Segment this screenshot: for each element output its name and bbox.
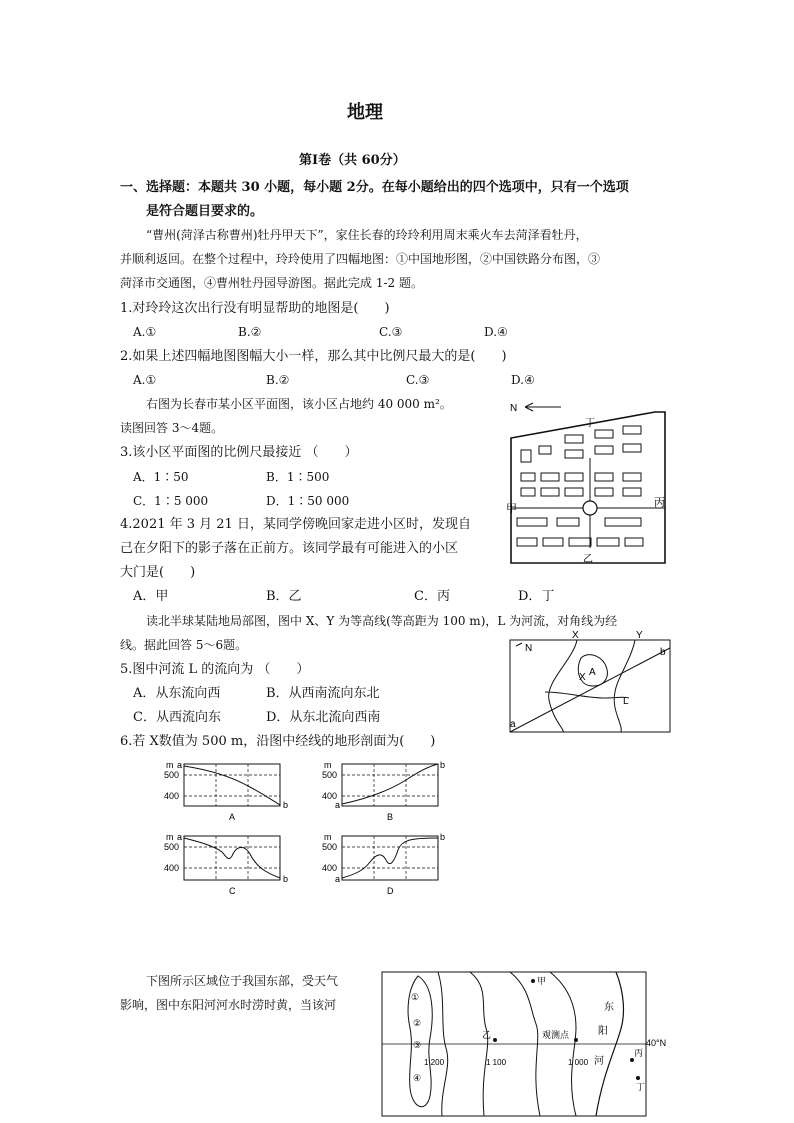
profile-caption-a: A xyxy=(229,812,236,822)
passage2-line: 读图回答 3～4题。 xyxy=(120,421,224,435)
q2-stem: 2.如果上述四幅地图图幅大小一样，那么其中比例尺最大的是( ) xyxy=(120,349,507,364)
profile-tick: 400 xyxy=(164,863,180,873)
contour-value-1000: 1 000 xyxy=(568,1058,589,1067)
river-l xyxy=(545,692,629,698)
profile-chart-b xyxy=(322,760,445,822)
section-header: 第Ⅰ卷（共 60分） xyxy=(299,153,406,168)
q3-option: A．1∶50 xyxy=(133,470,189,484)
profile-start-a: a xyxy=(335,874,341,884)
profile-tick: 500 xyxy=(164,842,180,852)
label-observation: 观测点 xyxy=(542,1030,570,1040)
q4-stem-line: 4.2021 年 3 月 21 日，某同学傍晚回家走进小区时，发现自 xyxy=(120,517,471,532)
profile-tick: 500 xyxy=(322,842,338,852)
q4-option: A．甲 xyxy=(133,589,169,604)
q4-stem-line: 大门是( ) xyxy=(120,565,196,580)
passage3-line: 读北半球某陆地局部图，图中 X、Y 为等高线(等高距为 100 m)，L 为河流，对角线为经 xyxy=(146,614,618,628)
profile-chart-c xyxy=(164,832,288,896)
profile-end-b: b xyxy=(283,800,289,810)
q1-option: D.④ xyxy=(484,325,508,339)
profile-charts xyxy=(160,758,460,900)
point-ding xyxy=(636,1076,640,1080)
label-bing: 丙 xyxy=(634,1048,644,1058)
profile-end-b: b xyxy=(440,760,446,770)
contour-label-y: Y xyxy=(636,630,643,641)
q5-option: A．从东流向西 xyxy=(133,686,221,701)
q5-option: C．从西流向东 xyxy=(133,710,221,725)
profile-curve-c xyxy=(184,838,280,878)
profile-end-b: b xyxy=(440,832,446,842)
q3-option: B．1∶500 xyxy=(266,470,330,484)
passage2-line: 右图为长春市某小区平面图，该小区占地约 40 000 m²。 xyxy=(146,397,452,411)
q5-option: D．从东北流向西南 xyxy=(266,710,381,725)
point-jia xyxy=(531,979,535,983)
contour-map xyxy=(505,630,673,736)
building-blocks xyxy=(517,426,643,546)
north-pointer xyxy=(516,643,522,646)
contour-x-line xyxy=(549,640,577,732)
contour-label-x-inner: X xyxy=(579,672,586,683)
profile-chart-d xyxy=(322,832,445,896)
q4-option: C．丙 xyxy=(414,589,450,604)
profile-curve-a xyxy=(184,766,280,805)
part1-heading-line2: 是符合题目要求的。 xyxy=(146,204,264,219)
region-map xyxy=(380,968,680,1120)
roundabout xyxy=(583,501,597,515)
label-yi: 乙 xyxy=(482,1030,492,1040)
north-label: N xyxy=(510,403,518,414)
passage4-line: 影响，图中东阳河河水时涝时黄，当该河 xyxy=(120,998,337,1012)
profile-curve-d xyxy=(342,838,438,878)
q1-option: B.② xyxy=(238,325,262,339)
profile-unit: m xyxy=(166,832,174,842)
q2-option: C.③ xyxy=(406,373,430,387)
passage3-line: 线。据此回答 5～6题。 xyxy=(120,638,248,652)
label-ding: 丁 xyxy=(636,1082,646,1092)
q2-option: D.④ xyxy=(511,373,535,387)
q4-option: B．乙 xyxy=(266,589,302,604)
part1-heading-line1: 一、选择题：本题共 30 小题，每小题 2分。在每小题给出的四个选项中，只有一个选项 xyxy=(120,180,629,195)
gate-ding-label: 丁 xyxy=(585,418,595,429)
point-yi xyxy=(493,1038,497,1042)
point-bing xyxy=(630,1058,634,1062)
label-circle-2: ② xyxy=(413,1018,422,1028)
passage1-line: 菏泽市交通图，④曹州牡丹园导游图。据此完成 1-2 题。 xyxy=(120,276,423,290)
label-dong: 东 xyxy=(604,1002,614,1013)
profile-end-b: b xyxy=(283,874,289,884)
profile-start-a: a xyxy=(335,800,341,810)
river-label-l: L xyxy=(623,696,629,707)
contour-label-b: b xyxy=(660,647,666,658)
contour-label-peak-a: A xyxy=(589,667,596,678)
q2-option: A.① xyxy=(133,373,157,387)
q4-option: D．丁 xyxy=(518,589,555,604)
gate-yi-label: 乙 xyxy=(583,554,593,565)
label-circle-1: ① xyxy=(411,992,420,1002)
contour-label-a: a xyxy=(510,719,516,730)
profile-start-a: a xyxy=(177,832,183,842)
passage1-line: 并顺利返回。在整个过程中，玲玲使用了四幅地图：①中国地形图，②中国铁路分布图，③ xyxy=(120,252,601,266)
community-plan-map xyxy=(505,398,675,568)
profile-unit: m xyxy=(166,760,174,770)
label-he: 河 xyxy=(594,1056,604,1067)
contour-north-label: N xyxy=(525,643,533,654)
profile-unit: m xyxy=(324,832,332,842)
q1-stem: 1.对玲玲这次出行没有明显帮助的地图是( ) xyxy=(120,301,390,316)
label-circle-4: ④ xyxy=(413,1073,422,1083)
q3-option: C．1∶5 000 xyxy=(133,494,209,508)
contour-label-x-top: X xyxy=(572,630,579,641)
q1-option: A.① xyxy=(133,325,157,339)
q2-option: B.② xyxy=(266,373,290,387)
q6-stem: 6.若 X数值为 500 m，沿图中经线的地形剖面为( ) xyxy=(120,734,436,749)
gate-jia-label: 甲 xyxy=(506,503,517,515)
q3-stem: 3.该小区平面图的比例尺最接近 （ ） xyxy=(120,445,358,460)
page-title: 地理 xyxy=(347,102,383,123)
point-observation xyxy=(574,1038,578,1042)
profile-chart-a xyxy=(164,760,288,822)
contour-value-1100: 1 100 xyxy=(486,1058,507,1067)
q5-stem: 5.图中河流 L 的流向为 （ ） xyxy=(120,662,310,677)
profile-curve-b xyxy=(342,764,438,804)
q1-option: C.③ xyxy=(379,325,403,339)
profile-tick: 500 xyxy=(164,770,180,780)
profile-start-a: a xyxy=(177,760,183,770)
profile-caption-c: C xyxy=(229,886,236,896)
profile-caption-d: D xyxy=(387,886,394,896)
profile-caption-b: B xyxy=(387,812,394,822)
contour-value-1200: 1 200 xyxy=(424,1058,445,1067)
gate-bing-label: 丙 xyxy=(654,497,665,509)
latitude-label: 40°N xyxy=(646,1038,667,1048)
label-jia: 甲 xyxy=(537,976,547,986)
meridian-line xyxy=(510,648,670,732)
profile-tick: 400 xyxy=(322,863,338,873)
passage1-line: “曹州(菏泽古称曹州)牡丹甲天下”，家住长春的玲玲利用周末乘火车去菏泽看牡丹， xyxy=(146,228,588,242)
passage4-line: 下图所示区域位于我国东部，受天气 xyxy=(146,974,339,988)
q3-option: D．1∶50 000 xyxy=(266,494,350,508)
profile-tick: 500 xyxy=(322,770,338,780)
profile-unit: m xyxy=(324,760,332,770)
q5-option: B．从西南流向东北 xyxy=(266,686,380,701)
q4-stem-line: 己在夕阳下的影子落在正前方。该同学最有可能进入的小区 xyxy=(120,541,459,556)
label-yang: 阳 xyxy=(598,1026,608,1037)
label-circle-3: ③ xyxy=(413,1040,422,1050)
profile-tick: 400 xyxy=(322,791,338,801)
profile-tick: 400 xyxy=(164,791,180,801)
contour-y-line xyxy=(614,640,635,732)
